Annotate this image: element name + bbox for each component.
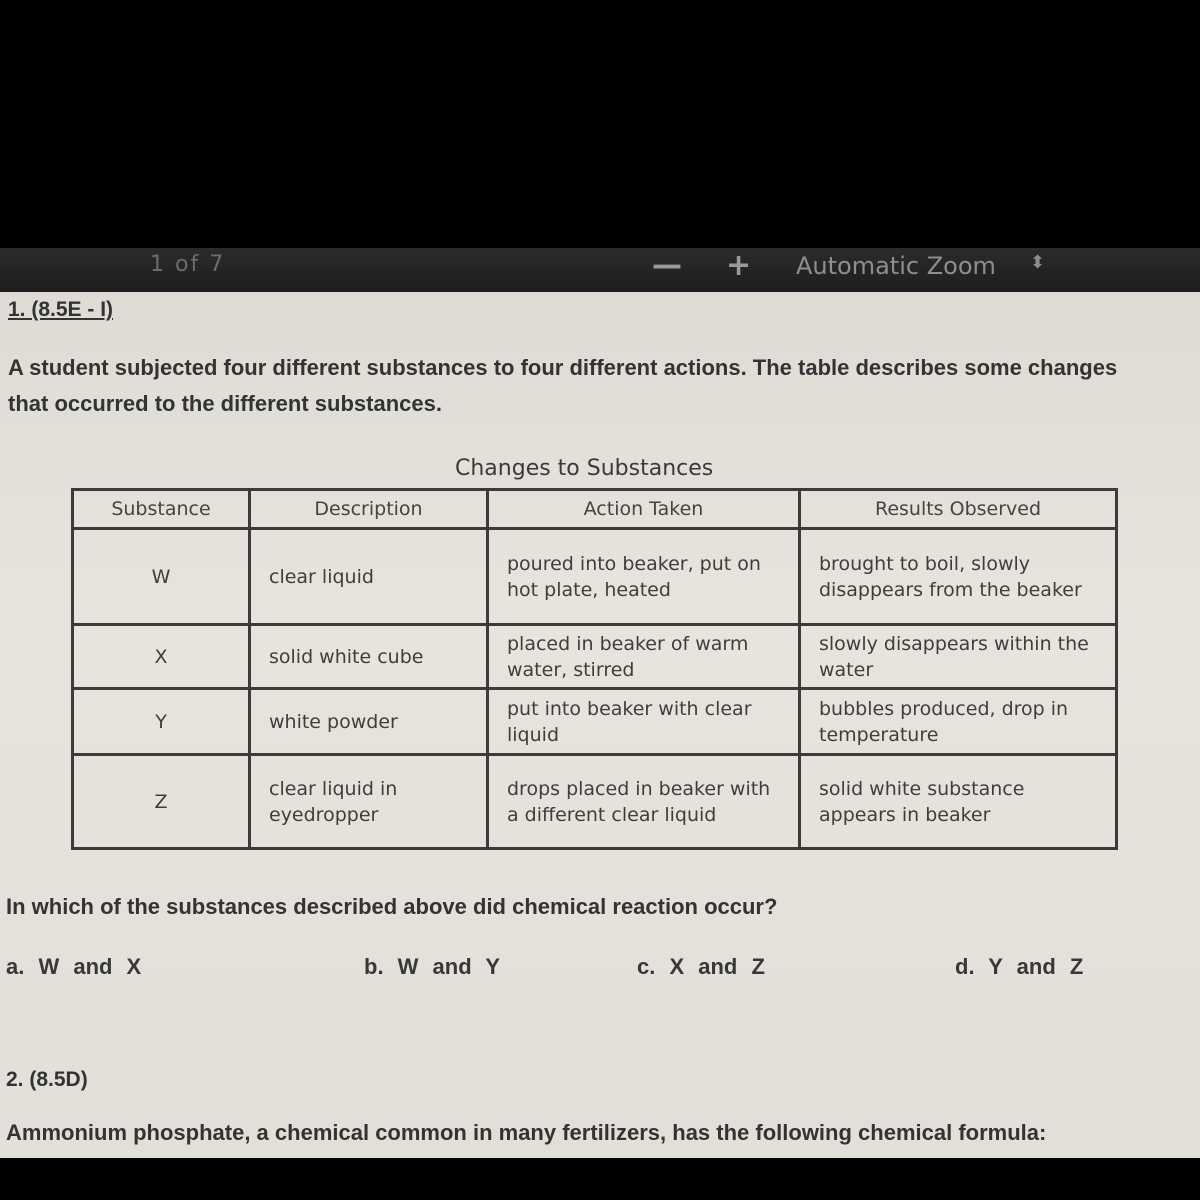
- question-1-stem-line-2: that occurred to the different substances.: [8, 391, 442, 416]
- document-page: [0, 292, 1200, 1158]
- changes-table: [71, 488, 1118, 850]
- description-cell: clear liquid in eyedropper: [250, 755, 488, 849]
- table-header-row: [73, 490, 1117, 529]
- zoom-out-button[interactable]: —: [652, 248, 682, 283]
- table-caption: Changes to Substances: [455, 456, 714, 481]
- pdf-toolbar: [0, 248, 1200, 292]
- question-2-text: Ammonium phosphate, a chemical common in many fertilizers, has the following chemical formula:: [6, 1120, 1047, 1145]
- action-cell: drops placed in beaker with a different clear liquid: [488, 755, 800, 849]
- header-substance: Substance: [73, 490, 250, 529]
- page-indicator: 1 of 7: [150, 252, 226, 277]
- substance-cell: W: [73, 529, 250, 625]
- header-description: Description: [250, 490, 488, 529]
- substance-cell: Z: [73, 755, 250, 849]
- question-1-stem-line-1: A student subjected four different substances to four different actions. The table describes some changes: [8, 355, 1118, 380]
- result-cell: brought to boil, slowly disappears from the beaker: [800, 529, 1117, 625]
- zoom-in-button[interactable]: +: [726, 248, 752, 283]
- header-action-taken: Action Taken: [488, 490, 800, 529]
- table-row: [73, 689, 1117, 755]
- description-cell: white powder: [250, 689, 488, 755]
- answer-option-b[interactable]: b. W and Y: [364, 954, 501, 979]
- action-cell: placed in beaker of warm water, stirred: [488, 625, 800, 689]
- action-cell: poured into beaker, put on hot plate, heated: [488, 529, 800, 625]
- result-cell: slowly disappears within the water: [800, 625, 1117, 689]
- header-results-observed: Results Observed: [800, 490, 1117, 529]
- table-row: [73, 529, 1117, 625]
- substance-cell: Y: [73, 689, 250, 755]
- result-cell: solid white substance appears in beaker: [800, 755, 1117, 849]
- substance-cell: X: [73, 625, 250, 689]
- action-cell: put into beaker with clear liquid: [488, 689, 800, 755]
- description-cell: clear liquid: [250, 529, 488, 625]
- question-1-stem: [8, 350, 1200, 422]
- result-cell: bubbles produced, drop in temperature: [800, 689, 1117, 755]
- answer-option-c[interactable]: c. X and Z: [637, 954, 765, 979]
- table-row: [73, 755, 1117, 849]
- question-1-number: 1. (8.5E - I): [8, 298, 114, 321]
- answer-option-d[interactable]: d. Y and Z: [955, 954, 1084, 979]
- zoom-select[interactable]: Automatic Zoom: [796, 252, 996, 280]
- question-2-number: 2. (8.5D): [6, 1068, 88, 1091]
- description-cell: solid white cube: [250, 625, 488, 689]
- answer-option-a[interactable]: a. W and X: [6, 954, 142, 979]
- pdf-viewer-screen: [0, 248, 1200, 1158]
- question-1-prompt: In which of the substances described above did chemical reaction occur?: [6, 894, 778, 919]
- table-row: [73, 625, 1117, 689]
- zoom-select-arrow-icon[interactable]: ⬍: [1030, 252, 1046, 273]
